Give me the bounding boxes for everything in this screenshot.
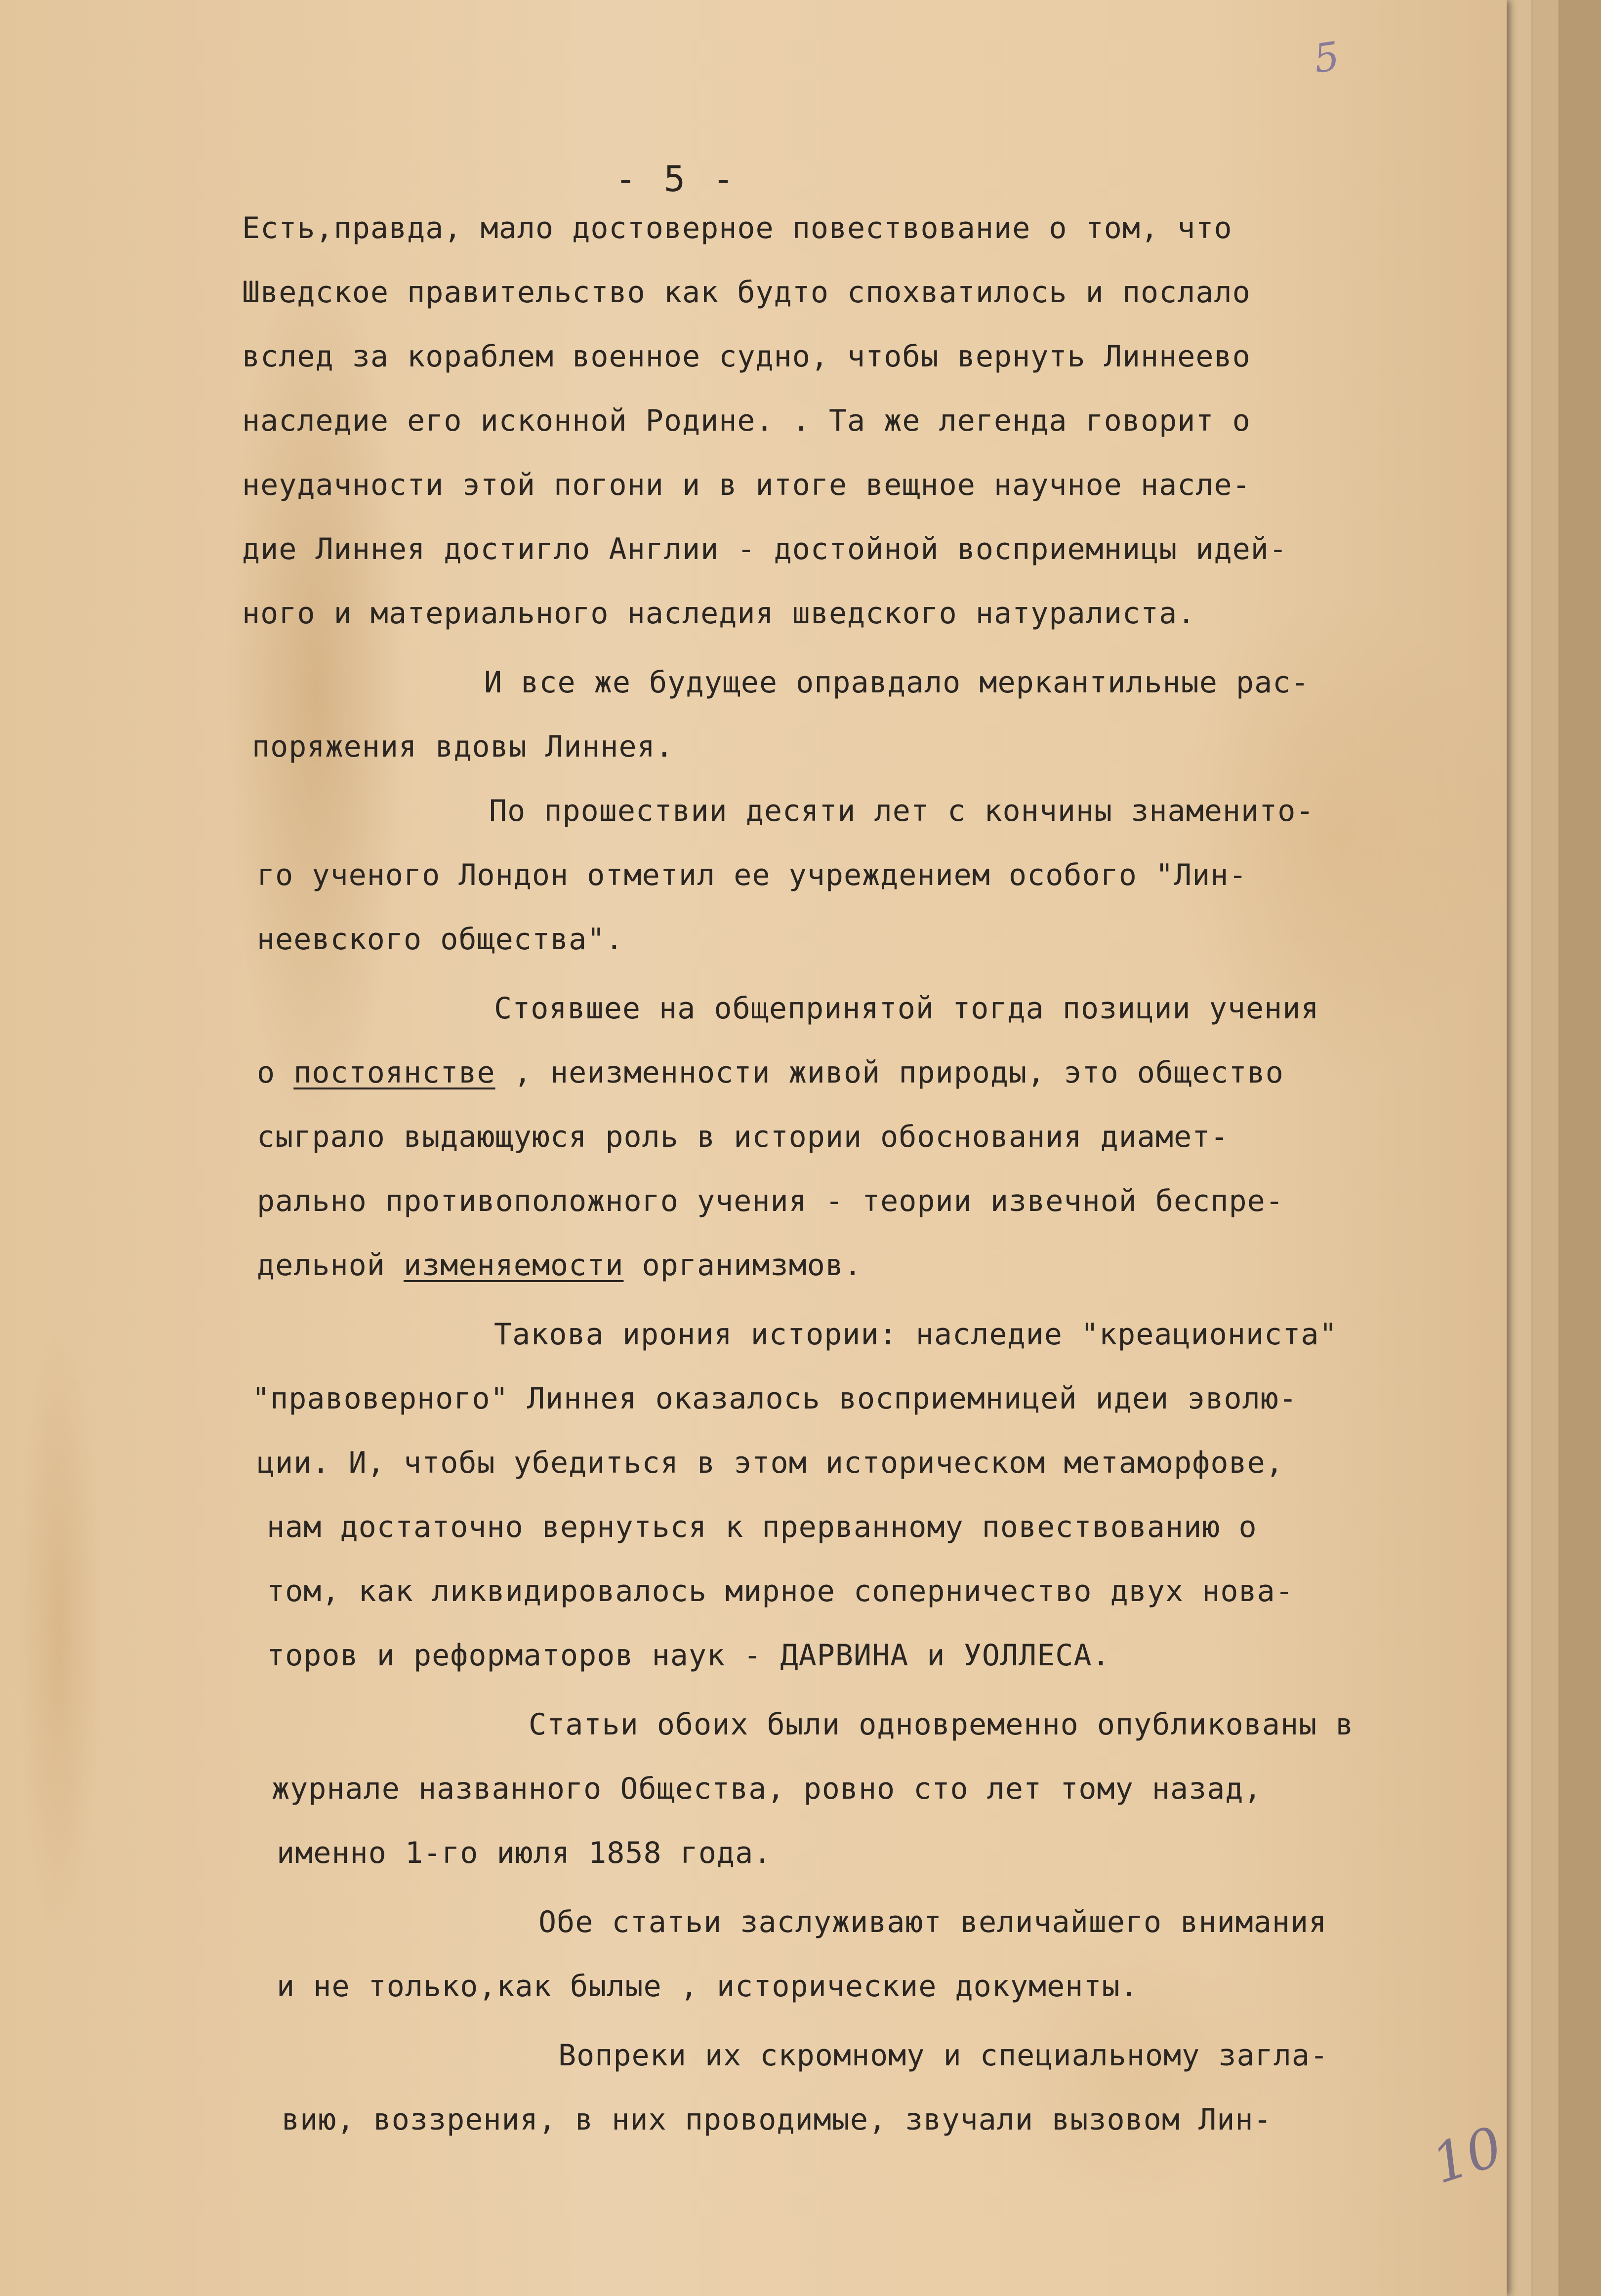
text-fragment: о: [257, 1055, 294, 1090]
text-line: и не только,как былые , исторические документы.: [277, 1969, 1139, 2004]
text-line: Стоявшее на общепринятой тогда позиции учения: [494, 991, 1319, 1026]
text-line: ции. И, чтобы убедиться в этом историческом метаморфове,: [257, 1446, 1284, 1480]
text-line: вслед за кораблем военное судно, чтобы вернуть Линнеево: [242, 339, 1251, 374]
handwritten-folio-mark: 5: [1311, 33, 1343, 82]
text-line: наследие его исконной Родине. . Та же легенда говорит о: [242, 403, 1251, 438]
text-line: Шведское правительство как будто спохватилось и послало: [242, 275, 1251, 310]
text-line: Обе статьи заслуживают величайшего внимания: [538, 1905, 1327, 1939]
text-line: И все же будущее оправдало меркантильные рас-: [484, 665, 1310, 700]
text-line: Есть,правда, мало достоверное повествование о том, что: [242, 211, 1232, 245]
text-line: По прошествии десяти лет с кончины знаменито-: [489, 794, 1314, 828]
text-line: журнале названного Общества, ровно сто лет тому назад,: [272, 1772, 1262, 1806]
text-line: неевского общества".: [257, 922, 624, 957]
text-fragment: , неизменности живой природы, это общество: [513, 1055, 1284, 1090]
underlying-page: [1551, 0, 1601, 2296]
underlined-word: постоянстве: [293, 1055, 495, 1090]
text-line: го ученого Лондон отметил ее учреждением особого "Лин-: [257, 858, 1247, 892]
text-line: ного и материального наследия шведского натуралиста.: [242, 596, 1196, 631]
text-fragment: органимзмов.: [642, 1248, 862, 1283]
text-line: "правоверного" Линнея оказалось восприемницей идеи эволю-: [252, 1381, 1298, 1416]
text-fragment: дельной: [257, 1248, 404, 1283]
text-line: сыграло выдающуюся роль в истории обоснования диамет-: [257, 1120, 1229, 1154]
text-line: рально противоположного учения - теории извечной беспре-: [257, 1184, 1284, 1218]
text-line: [257, 1055, 1284, 1090]
underlined-word: изменяемости: [403, 1248, 624, 1283]
text-line: Вопреки их скромному и специальному загла-: [558, 2038, 1329, 2073]
text-line: нам достаточно вернуться к прерванному повествованию о: [267, 1510, 1257, 1544]
handwritten-archive-number: 10: [1424, 2114, 1510, 2196]
text-line: неудачности этой погони и в итоге вещное научное насле-: [242, 468, 1251, 502]
text-line: том, как ликвидировалось мирное соперничество двух нова-: [267, 1574, 1294, 1609]
text-line: [257, 1248, 862, 1283]
text-line: вию, воззрения, в них проводимые, звучали вызовом Лин-: [282, 2102, 1272, 2137]
text-line: торов и реформаторов наук - ДАРВИНА и УОЛЛЕСА.: [267, 1638, 1110, 1673]
text-line: поряжения вдовы Линнея.: [252, 729, 674, 764]
text-line: Статьи обоих были одновременно опубликованы в: [529, 1707, 1354, 1742]
page-number: - 5 -: [615, 158, 737, 200]
text-line: Такова ирония истории: наследие "креациониста": [494, 1317, 1338, 1352]
text-line: именно 1-го июля 1858 года.: [277, 1836, 772, 1870]
text-line: дие Линнея достигло Англии - достойной восприемницы идей-: [242, 532, 1288, 566]
